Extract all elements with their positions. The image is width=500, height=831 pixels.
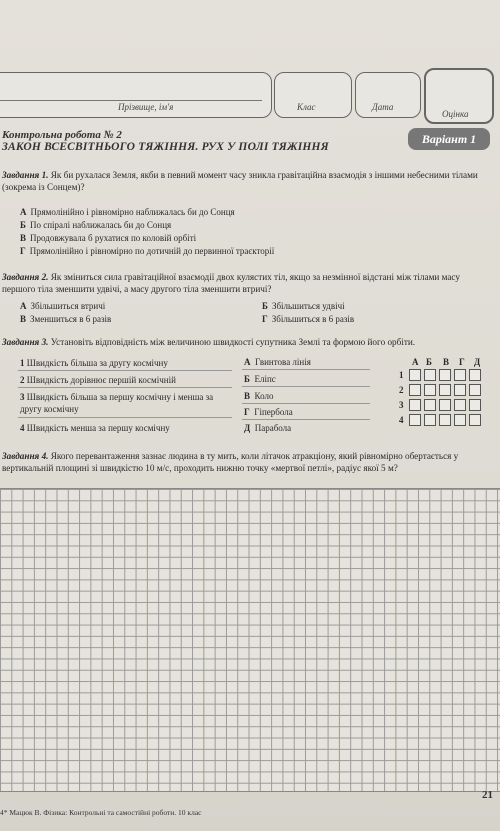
- item-letter: Г: [244, 407, 250, 417]
- grid-col-b: Б: [426, 357, 432, 367]
- answer-cell[interactable]: [469, 384, 481, 396]
- item-text: Еліпс: [254, 374, 276, 384]
- answer-cell[interactable]: [469, 414, 481, 426]
- grid-row-3: 3: [399, 400, 404, 410]
- item-letter: А: [244, 357, 251, 367]
- grid-row-2: 2: [399, 385, 404, 395]
- task-1-option-v: [20, 232, 196, 244]
- task-4-question: [2, 450, 492, 474]
- grid-col-a: А: [412, 357, 419, 367]
- grid-col-d: Д: [474, 357, 481, 367]
- option-letter: В: [20, 233, 27, 243]
- task-2-label: Завдання 2.: [2, 272, 49, 282]
- task-2-option-b: [262, 300, 345, 312]
- task-4-text: Якого перевантаження зазнає людина в ту мить, коли літачок атракціону, який рівномірно обертається у вертикальній площині зі швидкістю 10 м/с, проходить нижню точку «мертвої петлі», радіус якої 5 м?: [2, 451, 459, 473]
- task-4-label: Завдання 4.: [2, 451, 49, 461]
- grid-row-1: 1: [399, 370, 404, 380]
- task-1-option-g: [20, 245, 274, 257]
- item-text: Швидкість більша за першу космічну і менша за другу космічну: [20, 392, 214, 414]
- option-letter: А: [20, 207, 27, 217]
- item-letter: Д: [244, 423, 251, 433]
- answer-cell[interactable]: [439, 399, 451, 411]
- grid-col-g: Г: [459, 357, 465, 367]
- option-letter: Г: [20, 246, 26, 256]
- name-underline: [0, 100, 262, 101]
- answer-cell[interactable]: [439, 384, 451, 396]
- grade-label: Оцінка: [442, 109, 469, 119]
- item-text: Парабола: [254, 423, 292, 433]
- option-text: Збільшиться в 6 разів: [271, 314, 355, 324]
- option-letter: А: [20, 301, 27, 311]
- option-text: Прямолінійно і рівномірно наближалась би до Сонця: [30, 207, 235, 217]
- task-1-label: Завдання 1.: [2, 170, 49, 180]
- answer-cell[interactable]: [409, 369, 421, 381]
- option-letter: В: [20, 314, 27, 324]
- answer-cell[interactable]: [424, 399, 436, 411]
- task-3-label: Завдання 3.: [2, 337, 49, 347]
- task-3-left-3: [20, 391, 235, 415]
- item-text: Швидкість більша за другу космічну: [26, 358, 168, 368]
- answer-cell[interactable]: [439, 414, 451, 426]
- answer-cell[interactable]: [454, 414, 466, 426]
- option-text: Зменшиться в 6 разів: [30, 314, 112, 324]
- task-3-right-b: [244, 373, 276, 385]
- answer-grid-area[interactable]: [0, 488, 500, 792]
- option-letter: Б: [20, 220, 26, 230]
- divider: [18, 417, 232, 418]
- task-3-text: Установіть відповідність між величиною швидкості супутника Землі та формою його орбіти.: [50, 337, 416, 347]
- item-text: Коло: [254, 391, 274, 401]
- date-label: Дата: [372, 102, 394, 112]
- topic-title: ЗАКОН ВСЕСВІТНЬОГО ТЯЖІННЯ. РУХ У ПОЛІ ТЯЖІННЯ: [2, 141, 329, 153]
- option-text: Продовжувала б рухатися по коловій орбіті: [30, 233, 197, 243]
- task-3-question: [2, 336, 492, 348]
- task-2-option-v: [20, 313, 111, 325]
- answer-cell[interactable]: [409, 399, 421, 411]
- option-letter: Г: [262, 314, 268, 324]
- variant-badge: Варіант 1: [408, 128, 490, 150]
- divider: [242, 403, 370, 404]
- answer-cell[interactable]: [454, 369, 466, 381]
- option-text: Збільшиться втричі: [30, 301, 106, 311]
- task-3-right-d: [244, 422, 291, 434]
- item-text: Гвинтова лінія: [255, 357, 311, 367]
- divider: [18, 387, 232, 388]
- divider: [18, 370, 232, 371]
- answer-cell[interactable]: [469, 399, 481, 411]
- task-3-right-g: [244, 406, 293, 418]
- task-2-question: [2, 271, 492, 295]
- divider: [242, 419, 370, 420]
- grid-col-v: В: [443, 357, 450, 367]
- task-3-right-v: [244, 390, 273, 402]
- task-1-option-a: [20, 206, 235, 218]
- task-1-text: Як би рухалася Земля, якби в певний момент часу зникла гравітаційна взаємодія з іншими небесними тілами (зокрема із Сонцем)?: [2, 170, 478, 192]
- task-3-right-a: [244, 356, 311, 368]
- answer-cell[interactable]: [424, 414, 436, 426]
- option-text: По спіралі наближалась би до Сонця: [29, 220, 172, 230]
- answer-cell[interactable]: [469, 369, 481, 381]
- answer-cell[interactable]: [439, 369, 451, 381]
- divider: [242, 386, 370, 387]
- task-3-left-2: [20, 374, 176, 386]
- task-2-option-a: [20, 300, 105, 312]
- answer-cell[interactable]: [424, 384, 436, 396]
- item-text: Швидкість дорівнює першій космічній: [26, 375, 176, 385]
- grid-row-4: 4: [399, 415, 404, 425]
- task-2-option-g: [262, 313, 354, 325]
- option-text: Прямолінійно і рівномірно по дотичній до первинної траєкторії: [29, 246, 275, 256]
- class-label: Клас: [297, 102, 316, 112]
- answer-cell[interactable]: [409, 384, 421, 396]
- answer-cell[interactable]: [454, 384, 466, 396]
- item-letter: В: [244, 391, 251, 401]
- task-2-text: Як зміниться сила гравітаційної взаємодії двох кулястих тіл, якщо за незмінної відстані між тілами масу першого тіла зменшити удвічі, а масу другого тіла зменшити втричі?: [2, 272, 460, 294]
- task-3-left-1: [20, 357, 168, 369]
- option-text: Збільшиться удвічі: [271, 301, 345, 311]
- option-letter: Б: [262, 301, 268, 311]
- item-number: 2: [20, 375, 25, 385]
- answer-cell[interactable]: [454, 399, 466, 411]
- item-number: 4: [20, 423, 25, 433]
- task-1-option-b: [20, 219, 171, 231]
- task-3-left-4: [20, 422, 170, 434]
- divider: [242, 369, 370, 370]
- item-text: Швидкість менша за першу космічну: [26, 423, 170, 433]
- name-label: Прізвище, ім'я: [118, 102, 174, 112]
- item-letter: Б: [244, 374, 250, 384]
- task-1-question: [2, 169, 492, 193]
- test-number-title: Контрольна робота № 2: [2, 129, 122, 141]
- item-number: 1: [20, 358, 25, 368]
- answer-cell[interactable]: [424, 369, 436, 381]
- answer-cell[interactable]: [409, 414, 421, 426]
- footer-citation: 4* Мацюк В. Фізика: Контрольні та самостійні роботи. 10 клас: [0, 808, 202, 817]
- page-number: 21: [482, 789, 493, 801]
- item-text: Гіпербола: [254, 407, 293, 417]
- item-number: 3: [20, 392, 25, 402]
